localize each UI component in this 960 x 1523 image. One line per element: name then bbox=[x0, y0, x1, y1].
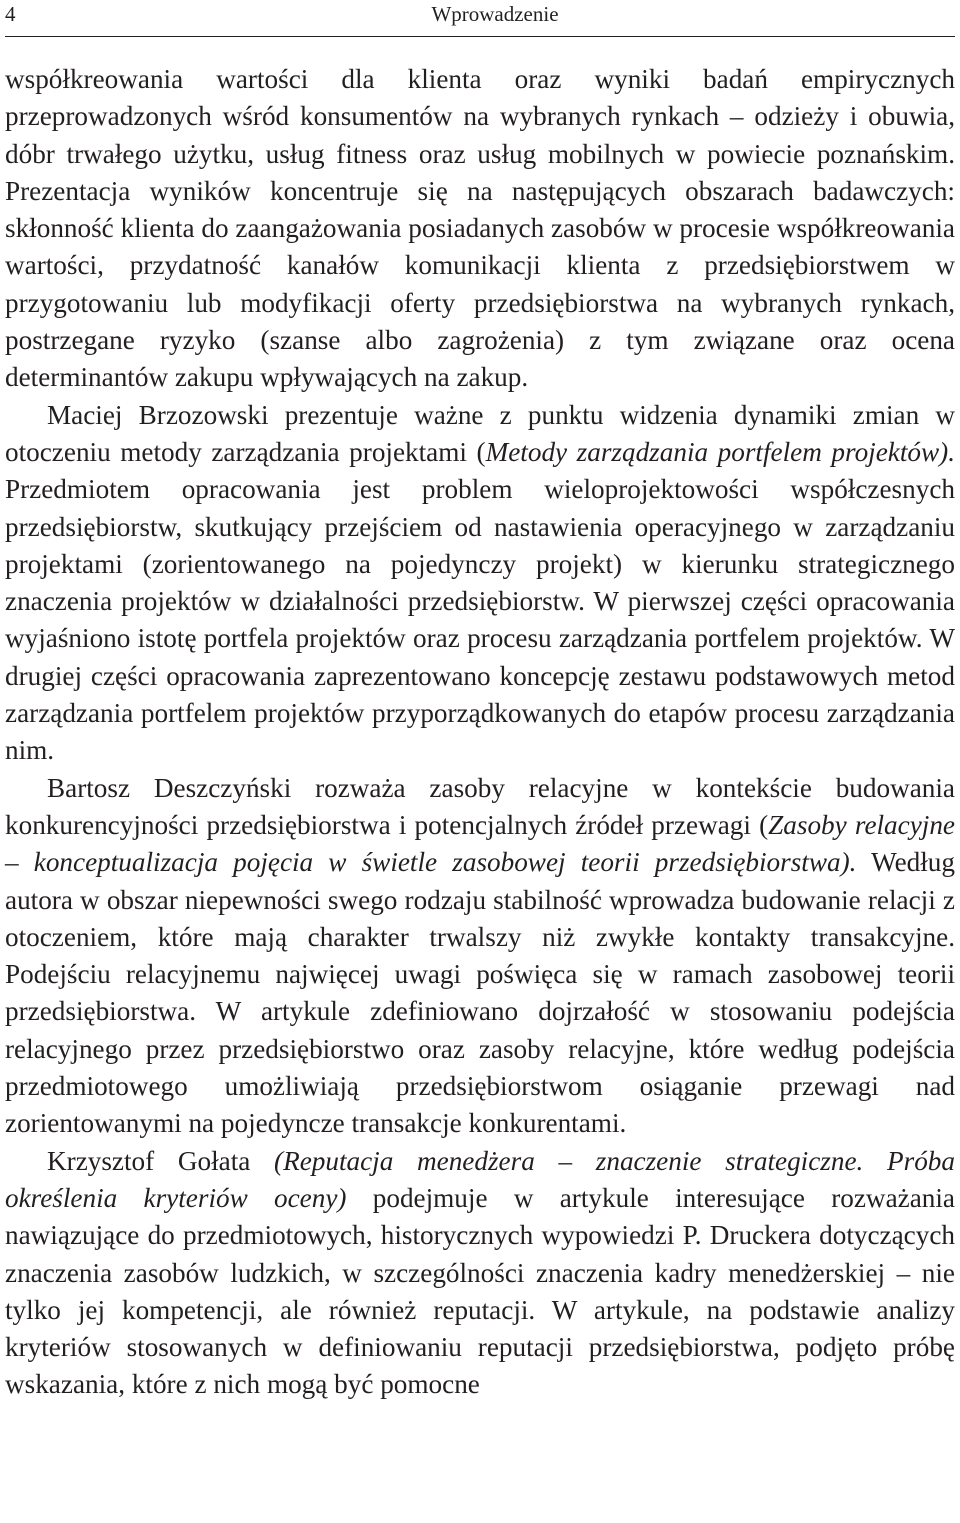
paragraph bbox=[5, 770, 955, 1143]
paragraph-text: Maciej Brzozowski prezentuje ważne z punktu widzenia dynamiki zmian w otoczeniu metody zarządzania projektami ( bbox=[5, 399, 955, 467]
page-number: 4 bbox=[5, 2, 16, 26]
paragraph-text: Przedmiotem opracowania jest problem wieloprojektowości współczesnych przedsiębiorstw, skutkujący przejściem od nastawienia operacyjnego w zarządzaniu projektami (zorientowanego na pojedynczy projekt) w kierunku strategicznego znaczenia projektów w działalności przedsiębiorstw. W pierwszej części opracowania wyjaśniono istotę portfela projektów oraz procesu zarządzania portfelem projektów. W drugiej części opracowania zaprezentowano koncepcję zestawu podstawowych metod zarządzania portfelem projektów przyporządkowanych do etapów procesu zarządzania nim. bbox=[5, 474, 955, 766]
paragraph-text: współkreowania wartości dla klienta oraz wyniki badań empirycznych przeprowadzonych wśród konsumentów na wybranych rynkach – odzieży i obuwia, dóbr trwałego użytku, usług fitness oraz usług mobilnych w powiecie poznańskim. Prezentacja wyników koncentruje się na następujących obszarach badawczych: skłonność klienta do zaangażowania posiadanych zasobów w procesie współkreowania wartości, przydatność kanałów komunikacji klienta z przedsiębiorstwem w przygotowaniu lub modyfikacji oferty przedsiębiorstwa na wybranych rynkach, postrzegane ryzyko (szanse albo zagrożenia) z tym związane oraz ocena determinantów zakupu wpływających na zakup. bbox=[5, 64, 955, 393]
italic-title-text: Metody zarządzania portfelem projektów). bbox=[485, 436, 955, 467]
paragraph bbox=[5, 61, 955, 397]
paragraph bbox=[5, 397, 955, 770]
running-title: Wprowadzenie bbox=[431, 2, 559, 26]
body-text bbox=[5, 61, 955, 1404]
paragraph-text: Krzysztof Gołata bbox=[47, 1145, 275, 1176]
running-header bbox=[5, 0, 955, 37]
paragraph-text: podejmuje w artykule interesujące rozważania nawiązujące do przedmiotowych, historycznych wypowiedzi P. Druckera dotyczących znaczenia zasobów ludzkich, w szczególności znaczenia kadry menedżerskiej – nie tylko jej kompetencji, ale również reputacji. W artykule, na podstawie analizy kryteriów stosowanych w definiowaniu reputacji przedsiębiorstwa, podjęto próbę wskazania, które z nich mogą być pomocne bbox=[5, 1182, 955, 1400]
paragraph-text: Według autora w obszar niepewności swego rodzaju stabilność wprowadza budowanie relacji z otoczeniem, które mają charakter trwalszy niż zwykłe kontakty transakcyjne. Podejściu relacyjnemu najwięcej uwagi poświęca się w ramach zasobowej teorii przedsiębiorstwa. W artykule zdefiniowano dojrzałość w stosowaniu podejścia relacyjnego przez przedsiębiorstwo oraz zasoby relacyjne, które według podejścia przedmiotowego umożliwiają przedsiębiorstwom osiąganie przewagi nad zorientowanymi na pojedyncze transakcje konkurentami. bbox=[5, 847, 955, 1139]
italic-title-text: Zasoby relacyjne – konceptualizacja pojęcia w świetle zasobowej teorii przedsiębiorstwa). bbox=[5, 809, 956, 878]
paragraph bbox=[5, 1143, 955, 1404]
italic-title-text: (Reputacja menedżera – znaczenie strategiczne. Próba określenia kryteriów oceny) bbox=[5, 1145, 955, 1213]
document-page bbox=[5, 0, 955, 1523]
paragraph-text: Bartosz Deszczyński rozważa zasoby relacyjne w kontekście budowania konkurencyjności przedsiębiorstwa i potencjalnych źródeł przewagi ( bbox=[5, 772, 955, 840]
